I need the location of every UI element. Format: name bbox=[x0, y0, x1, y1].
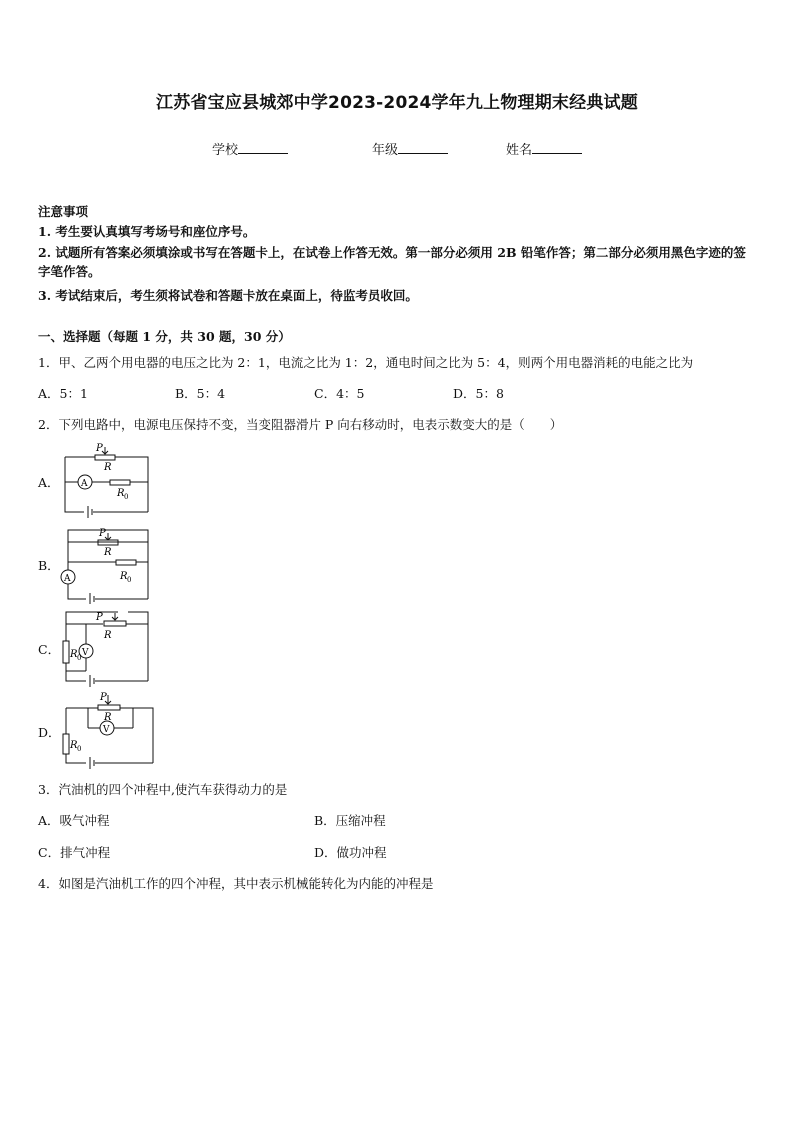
school-blank bbox=[238, 141, 288, 154]
circuit-b-p-label: P bbox=[99, 528, 106, 539]
grade-blank bbox=[398, 141, 448, 154]
circuit-b-r0-sub: 0 bbox=[127, 576, 132, 584]
circuit-b-r0-label: R bbox=[120, 571, 128, 582]
q1-option-d: D．5：8 bbox=[453, 386, 504, 401]
circuit-d-r-label: R bbox=[104, 712, 112, 723]
q3-option-c: C．排气冲程 bbox=[38, 845, 111, 860]
circuit-d-voltmeter-label: V bbox=[103, 725, 110, 735]
circuit-c-r0-label: R bbox=[70, 649, 78, 660]
circuit-a-r-label: R bbox=[104, 462, 112, 473]
circuit-diagram-a bbox=[60, 442, 155, 522]
page-title: 江苏省宝应县城郊中学2023-2024学年九上物理期末经典试题 bbox=[156, 93, 638, 113]
q1-option-b: B．5：4 bbox=[175, 386, 226, 401]
school-label: 学校 bbox=[212, 143, 239, 158]
q2-option-b: B． bbox=[38, 558, 60, 573]
circuit-c-r0-sub: 0 bbox=[77, 654, 82, 662]
circuit-d-r0-sub: 0 bbox=[77, 745, 82, 753]
circuit-d-p-label: P bbox=[100, 692, 107, 703]
name-field bbox=[506, 139, 582, 158]
q2-stem: 2．下列电路中，电源电压保持不变，当变阻器滑片 P 向右移动时，电表示数变大的是（ ） bbox=[38, 417, 563, 432]
q2-option-d: D． bbox=[38, 725, 61, 740]
circuit-a-p-label: P bbox=[96, 443, 103, 454]
notice-item-2: 2. 试题所有答案必须填涂或书写在答题卡上，在试卷上作答无效。第一部分必须用 2B 铅笔作答；第二部分必须用黑色字迹的签字笔作答。 bbox=[38, 245, 746, 279]
circuit-a-r0-label: R bbox=[117, 488, 125, 499]
notice-heading: 注意事项 bbox=[38, 204, 89, 219]
q3-option-b: B．压缩冲程 bbox=[314, 813, 386, 828]
circuit-c-r-label: R bbox=[104, 630, 112, 641]
circuit-a-ammeter-label: A bbox=[81, 479, 88, 489]
circuit-diagram-c bbox=[58, 606, 153, 688]
circuit-diagram-d bbox=[58, 688, 158, 770]
name-label: 姓名 bbox=[506, 143, 533, 158]
circuit-diagram-b bbox=[58, 524, 153, 604]
circuit-b-ammeter-label: A bbox=[64, 574, 71, 584]
grade-label: 年级 bbox=[372, 143, 399, 158]
name-blank bbox=[532, 141, 582, 154]
circuit-d-r0-label: R bbox=[70, 740, 78, 751]
notice-item-3: 3. 考试结束后，考生须将试卷和答题卡放在桌面上，待监考员收回。 bbox=[38, 288, 418, 303]
q4-stem: 4．如图是汽油机工作的四个冲程，其中表示机械能转化为内能的冲程是 bbox=[38, 876, 434, 891]
school-field bbox=[212, 139, 288, 158]
q3-option-a: A．吸气冲程 bbox=[38, 813, 110, 828]
circuit-a-r0-sub: 0 bbox=[124, 493, 129, 501]
notice-item-1: 1. 考生要认真填写考场号和座位序号。 bbox=[38, 224, 256, 239]
q1-stem: 1．甲、乙两个用电器的电压之比为 2：1，电流之比为 1：2，通电时间之比为 5：4，则两个用电器消耗的电能之比为 bbox=[38, 355, 694, 370]
q2-option-c: C． bbox=[38, 642, 61, 657]
circuit-b-r-label: R bbox=[104, 547, 112, 558]
grade-field bbox=[372, 139, 448, 158]
circuit-c-voltmeter-label: V bbox=[82, 648, 89, 658]
q3-stem: 3．汽油机的四个冲程中,使汽车获得动力的是 bbox=[38, 782, 288, 797]
q1-option-a: A．5：1 bbox=[38, 386, 88, 401]
q1-option-c: C．4：5 bbox=[314, 386, 365, 401]
q3-option-d: D．做功冲程 bbox=[314, 845, 387, 860]
section-heading: 一、选择题（每题 1 分，共 30 题，30 分） bbox=[38, 329, 291, 344]
circuit-c-p-label: P bbox=[96, 612, 103, 623]
q2-option-a: A． bbox=[38, 475, 60, 490]
